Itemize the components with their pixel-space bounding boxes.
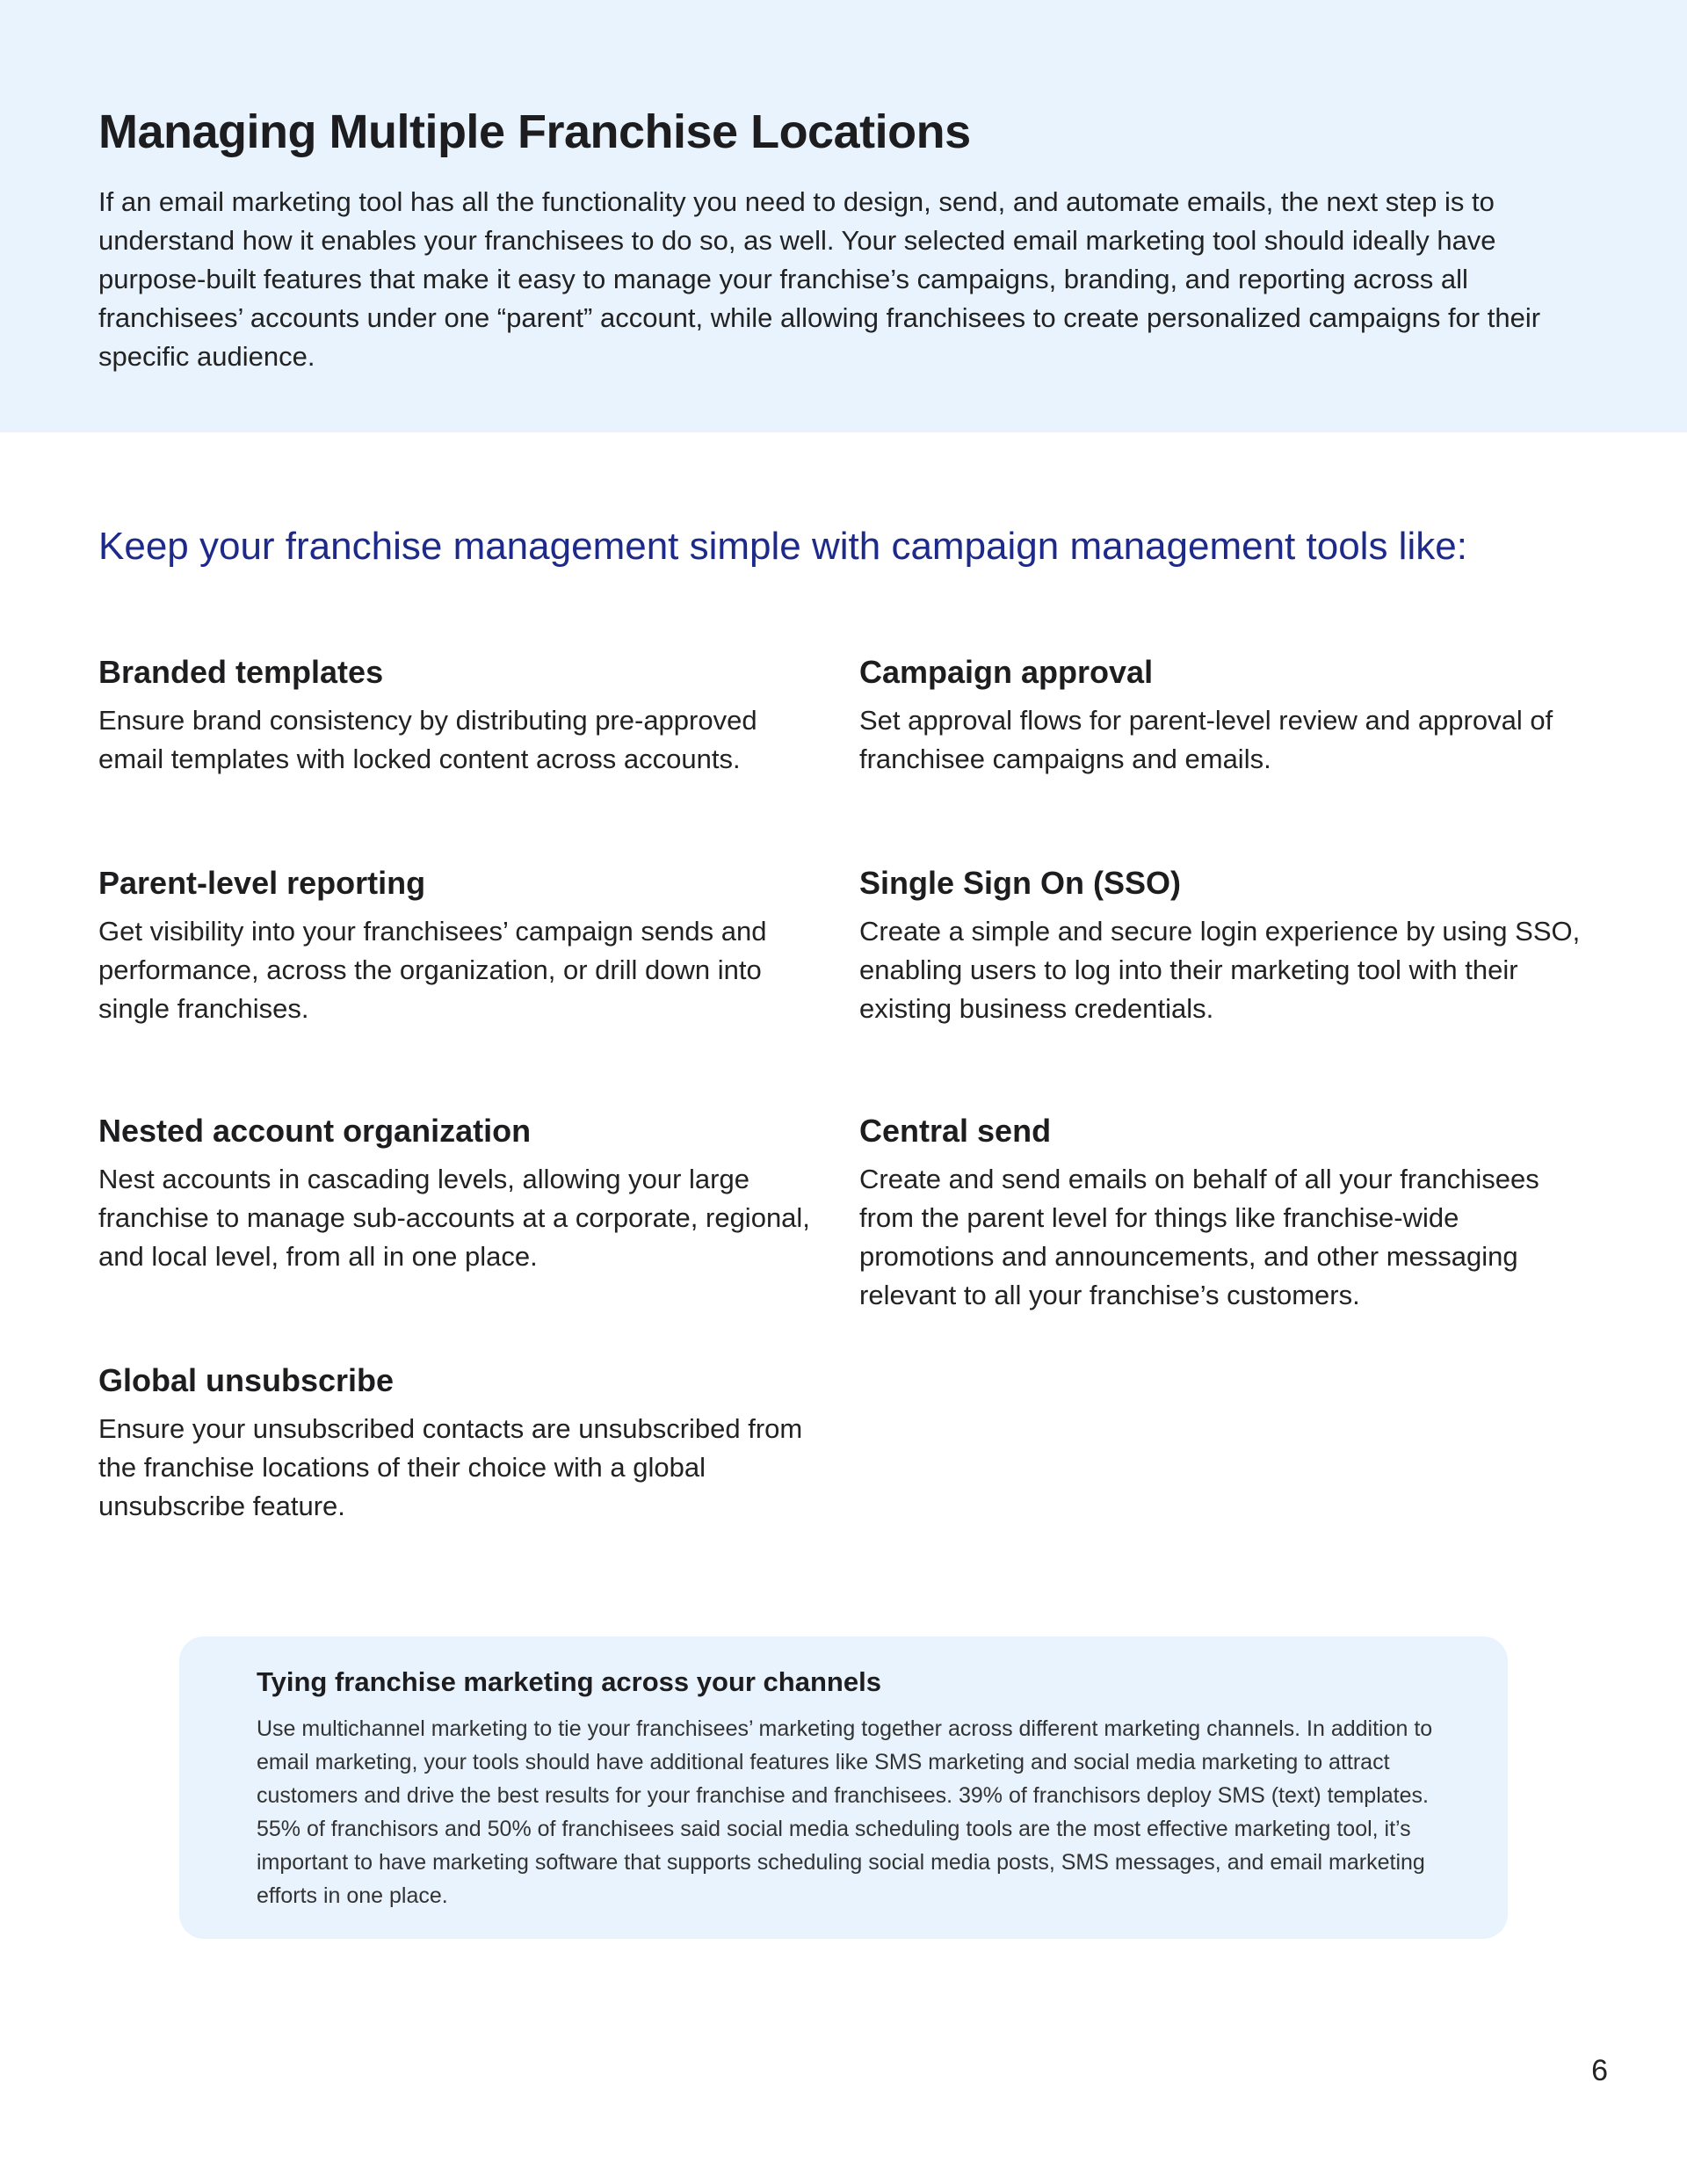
feature-description: Get visibility into your franchisees’ campaign sends and performance, across the organization, or drill down into single franchises. (98, 916, 767, 1024)
feature-title: Nested account organization (98, 1113, 532, 1149)
callout-title: Tying franchise marketing across your channels (257, 1666, 881, 1697)
feature-description: Ensure your unsubscribed contacts are unsubscribed from the franchise locations of their choice with a global unsubscribe feature. (98, 1413, 803, 1521)
feature-title: Parent-level reporting (98, 865, 426, 901)
feature-title: Campaign approval (859, 654, 1154, 690)
multichannel-callout-box (179, 1636, 1508, 1939)
intro-banner (0, 0, 1687, 432)
feature-description: Set approval flows for parent-level review and approval of franchisee campaigns and emails. (859, 705, 1553, 774)
feature-description: Create a simple and secure login experience by using SSO, enabling users to log into their marketing tool with their existing business credentials. (859, 916, 1581, 1024)
page-title: Managing Multiple Franchise Locations (98, 105, 971, 158)
page-number: 6 (1591, 2054, 1608, 2087)
feature-description: Ensure brand consistency by distributing pre-approved email templates with locked content across accounts. (98, 705, 757, 774)
section-subheading: Keep your franchise management simple with campaign management tools like: (98, 525, 1467, 568)
feature-central-send (859, 1109, 1589, 1315)
feature-title: Global unsubscribe (98, 1362, 395, 1398)
feature-title: Branded templates (98, 654, 384, 690)
feature-campaign-approval (859, 650, 1589, 779)
feature-global-unsubscribe (98, 1359, 828, 1526)
feature-description: Nest accounts in cascading levels, allowing your large franchise to manage sub-accounts at a corporate, regional, and local level, from all in one place. (98, 1164, 810, 1272)
feature-title: Single Sign On (SSO) (859, 865, 1182, 901)
feature-single-sign-on (859, 861, 1589, 1028)
callout-body: Use multichannel marketing to tie your franchisees’ marketing together across different marketing channels. In addition to email marketing, your tools should have additional features like SMS marketing and social media marketing to attract customers and drive the best results for your franchise and franchisees. 39% of franchisors deploy SMS (text) templates. 55% of franchisors and 50% of franchisees said social media scheduling tools are the most effective marketing tool, it’s important to have marketing software that supports scheduling social media posts, SMS messages, and email marketing efforts in one place. (257, 1716, 1433, 1908)
feature-title: Central send (859, 1113, 1052, 1149)
feature-branded-templates (98, 650, 828, 779)
feature-parent-level-reporting (98, 861, 828, 1028)
feature-nested-account-organization (98, 1109, 828, 1276)
intro-paragraph: If an email marketing tool has all the functionality you need to design, send, and automate emails, the next step is to understand how it enables your franchisees to do so, as well. Your selected email marketing tool should ideally have purpose-built features that make it easy to manage your franchise’s campaigns, branding, and reporting across all franchisees’ accounts under one “parent” account, while allowing franchisees to create personalized campaigns for their specific audience. (98, 186, 1541, 372)
feature-description: Create and send emails on behalf of all your franchisees from the parent level for things like franchise-wide promotions and announcements, and other messaging relevant to all your franchise’s customers. (859, 1164, 1539, 1310)
